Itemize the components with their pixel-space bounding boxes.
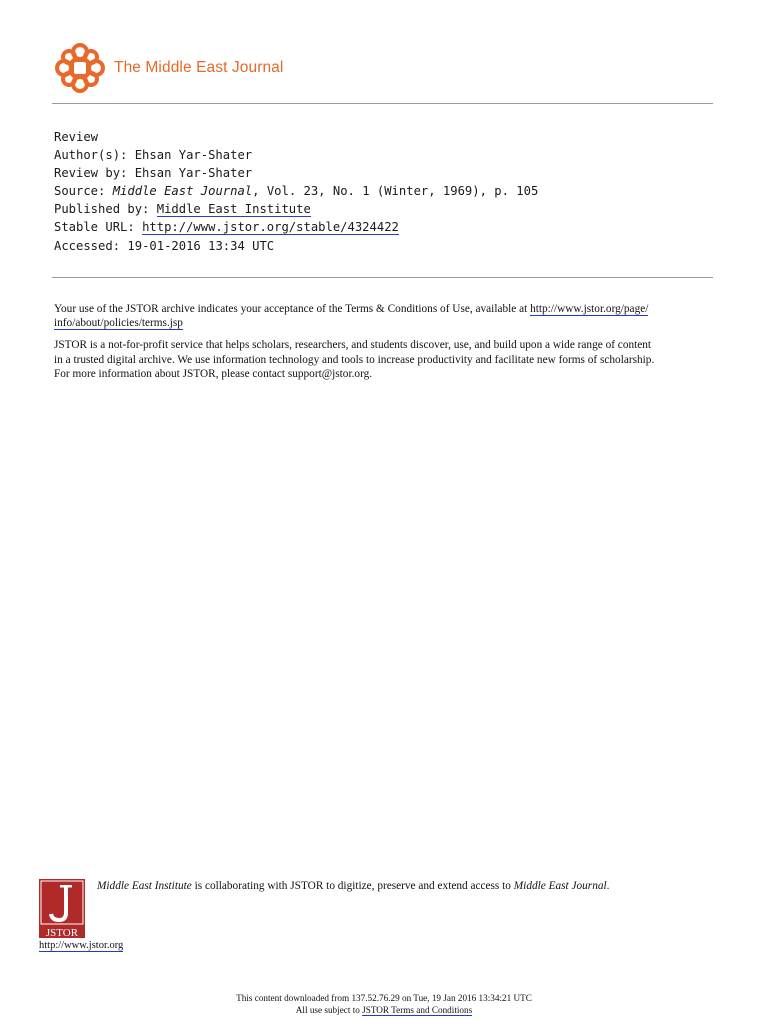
collab-end: . (606, 880, 610, 892)
footer-terms-link[interactable]: JSTOR Terms and Conditions (362, 1004, 473, 1015)
authors-value: Ehsan Yar-Shater (134, 148, 253, 163)
source-details: , Vol. 23, No. 1 (Winter, 1969), p. 105 (252, 184, 539, 199)
collab-text: is collaborating with JSTOR to digitize, preserve and extend access to (191, 880, 514, 892)
journal-header (52, 40, 283, 96)
source-row (54, 182, 538, 200)
terms-text: Your use of the JSTOR archive indicates your acceptance of the Terms & Conditions of Use, available at (54, 303, 528, 315)
journal-name: The Middle East Journal (114, 59, 284, 76)
jstor-logo-text: JSTOR (45, 927, 79, 938)
terms-notice (54, 302, 714, 389)
authors-label: Author(s): (54, 148, 128, 163)
publisher-link[interactable]: Middle East Institute (156, 202, 311, 217)
collab-journal: Middle East Journal (513, 880, 607, 892)
source-journal: Middle East Journal (112, 184, 253, 199)
knot-emblem-icon (52, 40, 108, 96)
source-label: Source: (54, 184, 106, 199)
jstor-logo-icon (39, 879, 85, 938)
about-line-2: in a trusted digital archive. We use information technology and tools to increase productivity and facilitate new forms of scholarship. (54, 353, 655, 366)
accessed-value: 19-01-2016 13:34 UTC (127, 238, 275, 253)
footer-download-line: This content downloaded from 137.52.76.29 on Tue, 19 Jan 2016 13:34:21 UTC (236, 993, 532, 1003)
review-by-label: Review by: (54, 166, 128, 181)
terms-link-part1[interactable]: http://www.jstor.org/page/ (530, 303, 649, 315)
about-line-3: For more information about JSTOR, please contact support@jstor.org. (54, 367, 373, 380)
download-footer (0, 993, 768, 1016)
accessed-row (54, 237, 538, 255)
about-line-1: JSTOR is a not-for-profit service that helps scholars, researchers, and students discover, use, and build upon a wide range of content (54, 339, 652, 352)
footer-terms-line (0, 1005, 768, 1017)
stable-url-row (54, 218, 538, 236)
collaboration-statement (97, 880, 609, 892)
stable-url-link[interactable]: http://www.jstor.org/stable/4324422 (142, 220, 399, 235)
terms-link-part2[interactable]: info/about/policies/terms.jsp (54, 317, 183, 330)
terms-paragraph (54, 302, 714, 330)
jstor-url-link[interactable]: http://www.jstor.org (39, 940, 124, 951)
review-title: Review (54, 130, 99, 144)
published-by-label: Published by: (54, 202, 150, 217)
authors-row (54, 146, 538, 164)
published-by-row (54, 200, 538, 218)
middle-divider (52, 277, 713, 278)
top-divider (52, 103, 713, 104)
jstor-logo[interactable] (39, 879, 85, 938)
stable-url-label: Stable URL: (54, 220, 135, 235)
review-by-value: Ehsan Yar-Shater (134, 166, 253, 181)
collab-institute: Middle East Institute (97, 880, 192, 892)
about-paragraph (54, 338, 714, 381)
citation-block (54, 128, 538, 255)
accessed-label: Accessed: (54, 238, 121, 253)
review-by-row (54, 164, 538, 182)
footer-terms-prefix: All use subject to (295, 1004, 363, 1015)
